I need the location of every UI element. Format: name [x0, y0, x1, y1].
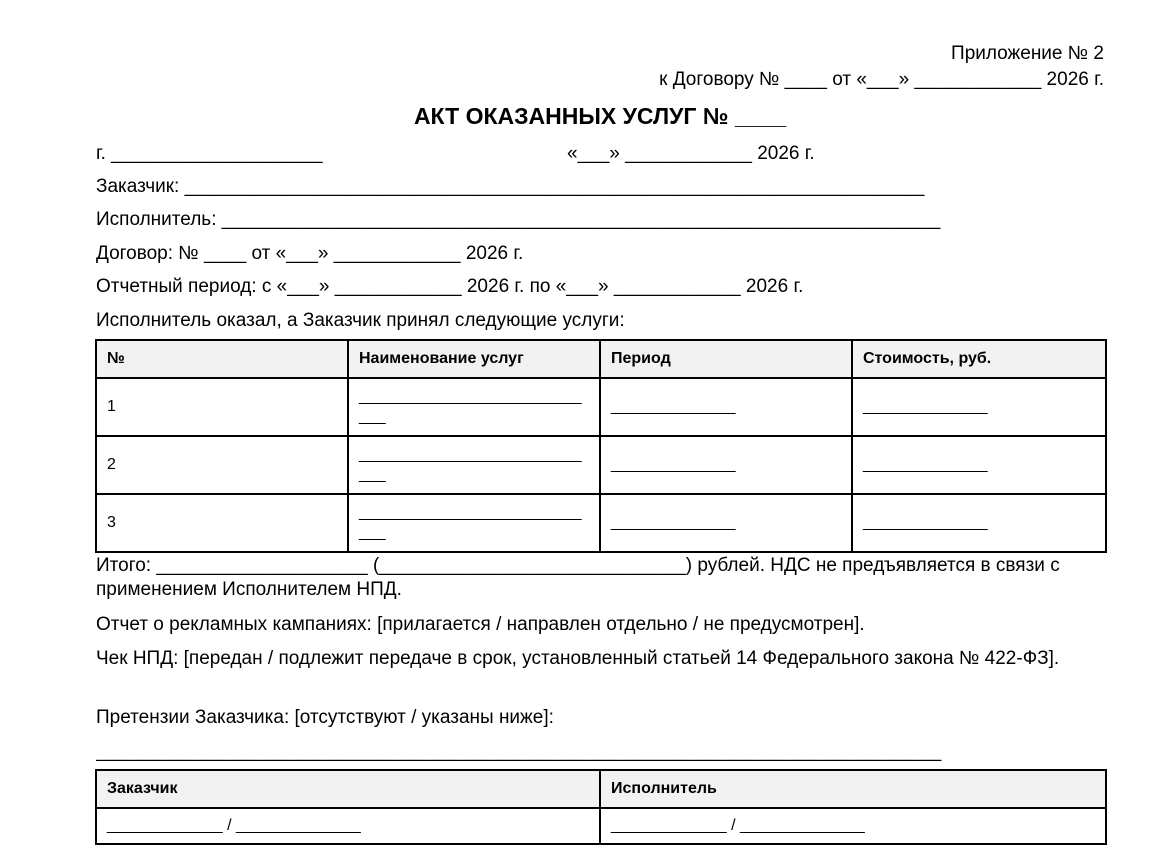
city-line: г. ____________________ — [96, 143, 323, 164]
signature-header-customer: Заказчик — [96, 770, 600, 808]
claims-paragraph: Претензии Заказчика: [отсутствуют / указаны ниже]: — [96, 707, 554, 728]
ad-report-paragraph: Отчет о рекламных кампаниях: [прилагается / направлен отдельно / не предусмотрен]. — [96, 614, 865, 635]
table-row — [96, 436, 1106, 494]
service-name-blank: ____________________________ — [359, 446, 582, 483]
reporting-period-line: Отчетный период: с «___» ____________ 2026 г. по «___» ____________ 2026 г. — [96, 276, 804, 297]
signature-header-executor: Исполнитель — [600, 770, 1106, 808]
service-name-blank: ____________________________ — [359, 388, 582, 425]
col-header-period: Период — [600, 340, 852, 378]
row-number: 1 — [96, 378, 348, 436]
col-header-cost: Стоимость, руб. — [852, 340, 1106, 378]
customer-line: Заказчик: ______________________________________________________________________ — [96, 176, 925, 197]
signature-table — [95, 769, 1107, 845]
cost-blank: ______________ — [852, 378, 1106, 436]
contract-line: Договор: № ____ от «___» ____________ 2026 г. — [96, 243, 524, 264]
cost-blank: ______________ — [852, 494, 1106, 552]
claims-blank-line: ________________________________________________________________________________ — [96, 741, 942, 762]
appendix-label: Приложение № 2 — [951, 43, 1104, 64]
customer-signature-blank: _____________ / ______________ — [96, 808, 600, 844]
col-header-service-name: Наименование услуг — [348, 340, 600, 378]
document-title: АКТ ОКАЗАННЫХ УСЛУГ № ____ — [413, 103, 787, 129]
table-row — [96, 378, 1106, 436]
col-header-number: № — [96, 340, 348, 378]
service-name-blank: ____________________________ — [359, 504, 582, 541]
period-blank: ______________ — [600, 436, 852, 494]
services-table-header — [96, 340, 1106, 378]
services-table — [95, 339, 1107, 553]
contract-reference: к Договору № ____ от «___» ____________ 2026 г. — [659, 69, 1104, 90]
executor-line: Исполнитель: ____________________________________________________________________ — [96, 209, 941, 230]
total-paragraph: Итого: ____________________ (_____________________________) рублей. НДС не предъявляется в связи с применением Исполнителем НПД. — [96, 555, 1060, 600]
table-row — [96, 494, 1106, 552]
row-number: 2 — [96, 436, 348, 494]
intro-line: Исполнитель оказал, а Заказчик принял следующие услуги: — [96, 310, 625, 331]
cost-blank: ______________ — [852, 436, 1106, 494]
npd-receipt-paragraph: Чек НПД: [передан / подлежит передаче в срок, установленный статьей 14 Федерального закона № 422-ФЗ]. — [96, 648, 1060, 669]
period-blank: ______________ — [600, 494, 852, 552]
row-number: 3 — [96, 494, 348, 552]
executor-signature-blank: _____________ / ______________ — [600, 808, 1106, 844]
date-line: «___» ____________ 2026 г. — [567, 143, 815, 164]
period-blank: ______________ — [600, 378, 852, 436]
